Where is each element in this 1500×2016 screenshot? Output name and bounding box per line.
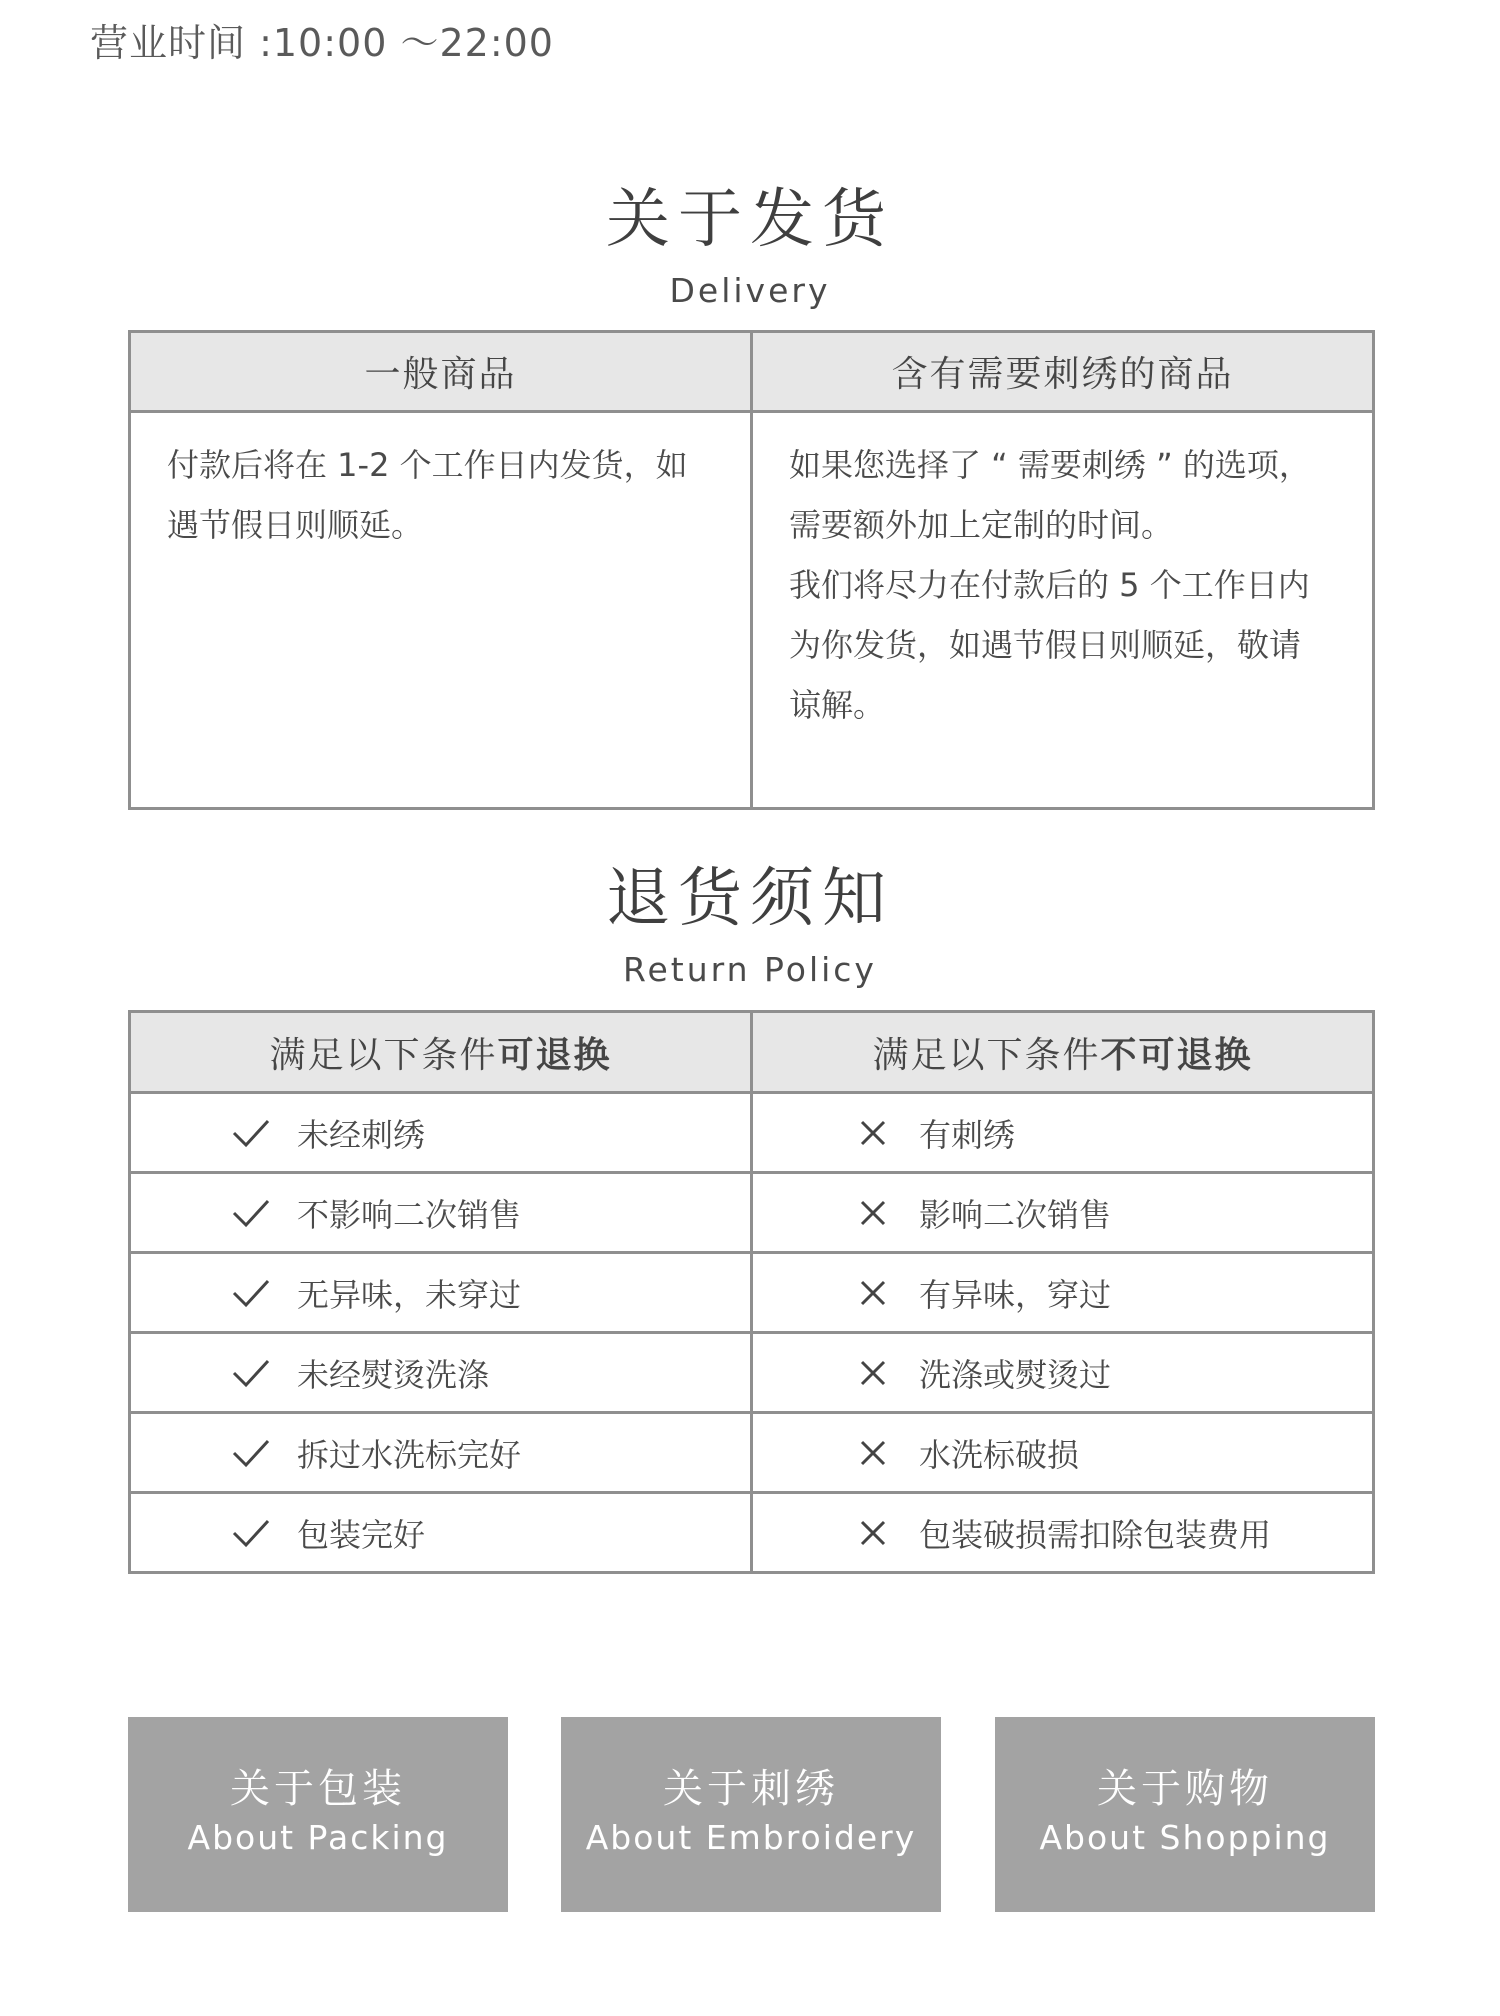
check-icon: [231, 1433, 271, 1473]
delivery-header-general: 一般商品: [130, 332, 752, 412]
return-policy-table: [128, 1010, 1375, 1574]
returnable-condition-label: 未经刺绣: [297, 1115, 426, 1154]
returnable-condition: [130, 1253, 752, 1333]
check-icon: [231, 1113, 271, 1153]
delivery-embroidery-line: 需要额外加上定制的时间。: [789, 506, 1174, 544]
delivery-title-en: Delivery: [669, 271, 831, 310]
about-shopping-label-en: About Shopping: [1039, 1818, 1331, 1857]
return-header-nonreturnable: [752, 1012, 1374, 1093]
table-row: [130, 1093, 1374, 1173]
return-header-nonreturnable-prefix: 满足以下条件: [872, 1034, 1101, 1076]
nonreturnable-condition-label: 水洗标破损: [919, 1435, 1080, 1474]
about-packing-label-zh: 关于包装: [230, 1766, 406, 1812]
check-icon: [231, 1513, 271, 1553]
nonreturnable-condition: [752, 1333, 1374, 1413]
returnable-condition-label: 无异味，未穿过: [297, 1275, 522, 1314]
about-embroidery-label-zh: 关于刺绣: [663, 1766, 839, 1812]
returnable-condition-label: 包装完好: [297, 1515, 426, 1554]
returnable-condition-label: 不影响二次销售: [297, 1195, 522, 1234]
nonreturnable-condition-label: 包装破损需扣除包装费用: [919, 1515, 1272, 1554]
return-title-zh: 退货须知: [606, 862, 894, 936]
returnable-condition: [130, 1333, 752, 1413]
returnable-condition: [130, 1173, 752, 1253]
nonreturnable-condition: [752, 1493, 1374, 1573]
delivery-title-zh: 关于发货: [606, 183, 894, 257]
nonreturnable-condition: [752, 1413, 1374, 1493]
table-row: [130, 1493, 1374, 1573]
delivery-header-embroidery: 含有需要刺绣的商品: [752, 332, 1374, 412]
table-row: [130, 1173, 1374, 1253]
nonreturnable-condition: [752, 1253, 1374, 1333]
return-header-returnable-emph: 可退换: [497, 1034, 612, 1076]
nonreturnable-condition-label: 有异味，穿过: [919, 1275, 1112, 1314]
cross-icon: [853, 1513, 893, 1553]
table-row: [130, 1413, 1374, 1493]
nonreturnable-condition-label: 影响二次销售: [919, 1195, 1112, 1234]
nonreturnable-condition-label: 洗涤或熨烫过: [919, 1355, 1112, 1394]
delivery-section-title: [0, 183, 1500, 310]
about-embroidery-button[interactable]: [561, 1717, 941, 1912]
returnable-condition: [130, 1413, 752, 1493]
returnable-condition-label: 未经熨烫洗涤: [297, 1355, 490, 1394]
check-icon: [231, 1273, 271, 1313]
return-title-en: Return Policy: [623, 950, 877, 989]
about-shopping-button[interactable]: [995, 1717, 1375, 1912]
about-shopping-label-zh: 关于购物: [1097, 1766, 1273, 1812]
delivery-embroidery-line: 谅解。: [789, 686, 886, 724]
delivery-general-text: 付款后将在 1-2 个工作日内发货，如遇节假日则顺延。: [167, 446, 688, 544]
table-row: [130, 1253, 1374, 1333]
return-section-title: [0, 862, 1500, 989]
cross-icon: [853, 1193, 893, 1233]
about-embroidery-label-en: About Embroidery: [585, 1818, 917, 1857]
delivery-table: [128, 330, 1375, 810]
delivery-embroidery-line: 我们将尽力在付款后的 5 个工作日内: [789, 566, 1310, 604]
check-icon: [231, 1193, 271, 1233]
returnable-condition: [130, 1093, 752, 1173]
return-header-returnable: [130, 1012, 752, 1093]
return-header-returnable-prefix: 满足以下条件: [269, 1034, 498, 1076]
delivery-embroidery-line: 为你发货，如遇节假日则顺延，敬请: [789, 626, 1302, 664]
returnable-condition-label: 拆过水洗标完好: [297, 1435, 522, 1474]
about-packing-button[interactable]: [128, 1717, 508, 1912]
nonreturnable-condition: [752, 1093, 1374, 1173]
nonreturnable-condition: [752, 1173, 1374, 1253]
delivery-embroidery-line: 如果您选择了 “ 需要刺绣 ” 的选项，: [789, 446, 1311, 484]
return-header-nonreturnable-emph: 不可退换: [1100, 1034, 1253, 1076]
delivery-embroidery-cell: [752, 412, 1374, 809]
business-hours: 营业时间 :10:00 ～22:00: [90, 21, 554, 65]
about-packing-label-en: About Packing: [187, 1818, 449, 1857]
returnable-condition: [130, 1493, 752, 1573]
delivery-general-cell: [130, 412, 752, 809]
table-row: [130, 1333, 1374, 1413]
nonreturnable-condition-label: 有刺绣: [919, 1115, 1016, 1154]
cross-icon: [853, 1113, 893, 1153]
cross-icon: [853, 1273, 893, 1313]
cross-icon: [853, 1433, 893, 1473]
check-icon: [231, 1353, 271, 1393]
cross-icon: [853, 1353, 893, 1393]
